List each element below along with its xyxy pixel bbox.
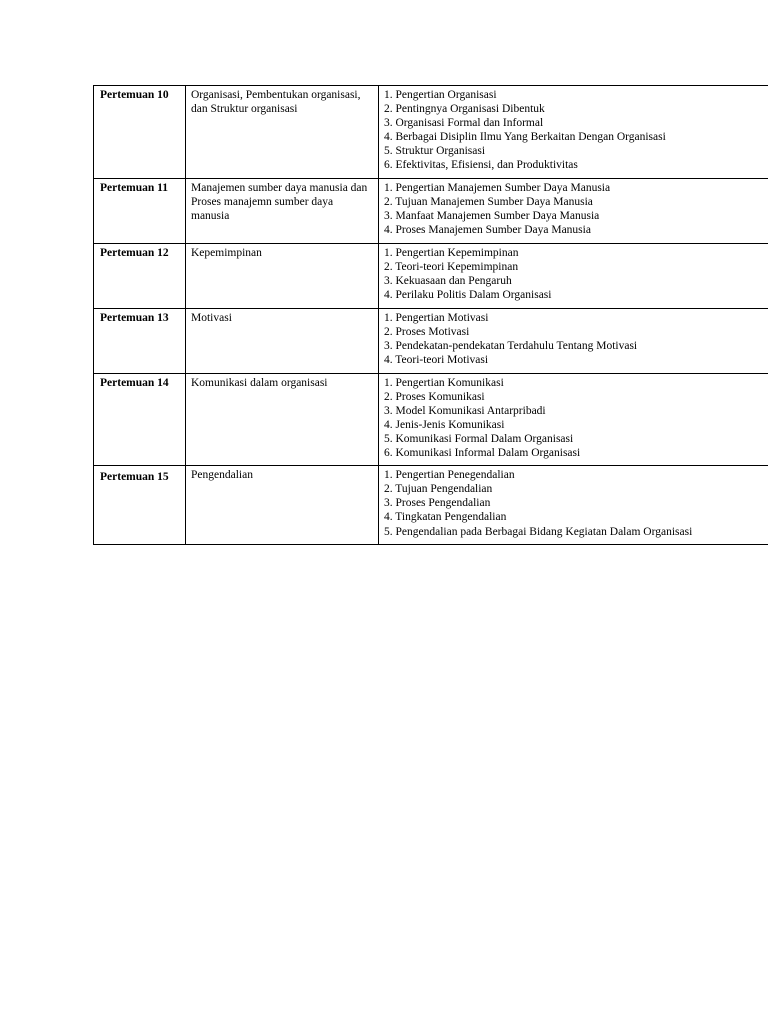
subtopic-item: 1. Pengertian Penegendalian xyxy=(384,469,515,482)
session-cell: Pertemuan 14 xyxy=(94,373,186,466)
table-row xyxy=(94,466,768,544)
subtopic-item: 6. Komunikasi Informal Dalam Organisasi xyxy=(384,447,581,460)
topic-cell: Organisasi, Pembentukan organisasi, dan Struktur organisasi xyxy=(186,86,379,179)
subtopic-item: 4. Tingkatan Pengendalian xyxy=(384,511,507,524)
subtopics-cell xyxy=(379,243,768,308)
subtopic-item: 6. Efektivitas, Efisiensi, dan Produktivitas xyxy=(384,159,578,172)
subtopics-cell xyxy=(379,86,768,179)
subtopic-item: 3. Manfaat Manajemen Sumber Daya Manusia xyxy=(384,209,600,222)
subtopic-item: 4. Jenis-Jenis Komunikasi xyxy=(384,418,505,431)
subtopic-item: 3. Pendekatan-pendekatan Terdahulu Tentang Motivasi xyxy=(384,339,638,352)
syllabus-table-container xyxy=(93,85,768,545)
subtopic-item: 2. Proses Komunikasi xyxy=(384,390,485,403)
subtopics-cell xyxy=(379,308,768,373)
syllabus-table xyxy=(93,85,768,545)
subtopic-item: 4. Berbagai Disiplin Ilmu Yang Berkaitan Dengan Organisasi xyxy=(384,131,666,144)
topic-cell: Manajemen sumber daya manusia dan Proses manajemn sumber daya manusia xyxy=(186,178,379,243)
subtopic-item: 2. Proses Motivasi xyxy=(384,325,470,338)
subtopic-item: 1. Pengertian Organisasi xyxy=(384,89,497,101)
table-row xyxy=(94,373,768,466)
session-cell: Pertemuan 15 xyxy=(94,466,186,544)
subtopic-item: 1. Pengertian Manajemen Sumber Daya Manusia xyxy=(384,181,611,194)
session-cell: Pertemuan 13 xyxy=(94,308,186,373)
subtopic-item: 4. Teori-teori Motivasi xyxy=(384,353,489,366)
subtopic-item: 2. Teori-teori Kepemimpinan xyxy=(384,260,519,273)
subtopic-item: 4. Proses Manajemen Sumber Daya Manusia xyxy=(384,223,591,236)
table-row xyxy=(94,86,768,179)
subtopic-item: 3. Model Komunikasi Antarpribadi xyxy=(384,404,546,417)
subtopic-item: 1. Pengertian Kepemimpinan xyxy=(384,246,519,259)
subtopic-item: 5. Struktur Organisasi xyxy=(384,145,486,158)
subtopics-cell xyxy=(379,178,768,243)
session-cell: Pertemuan 11 xyxy=(94,178,186,243)
topic-cell: Motivasi xyxy=(186,308,379,373)
subtopic-item: 2. Tujuan Pengendalian xyxy=(384,483,493,496)
subtopic-item: 1. Pengertian Komunikasi xyxy=(384,376,504,389)
subtopic-item: 2. Pentingnya Organisasi Dibentuk xyxy=(384,103,545,116)
session-cell: Pertemuan 10 xyxy=(94,86,186,179)
subtopics-cell xyxy=(379,466,768,544)
subtopic-item: 3. Organisasi Formal dan Informal xyxy=(384,117,544,130)
subtopic-item: 5. Pengendalian pada Berbagai Bidang Kegiatan Dalam Organisasi xyxy=(384,525,693,538)
subtopic-item: 1. Pengertian Motivasi xyxy=(384,311,489,324)
topic-cell: Komunikasi dalam organisasi xyxy=(186,373,379,466)
table-row xyxy=(94,243,768,308)
subtopic-item: 4. Perilaku Politis Dalam Organisasi xyxy=(384,288,552,301)
table-row xyxy=(94,308,768,373)
subtopics-cell xyxy=(379,373,768,466)
subtopic-item: 5. Komunikasi Formal Dalam Organisasi xyxy=(384,432,574,445)
subtopic-item: 2. Tujuan Manajemen Sumber Daya Manusia xyxy=(384,195,593,208)
topic-cell: Kepemimpinan xyxy=(186,243,379,308)
subtopic-item: 3. Proses Pengendalian xyxy=(384,497,491,510)
topic-cell: Pengendalian xyxy=(186,466,379,544)
table-row xyxy=(94,178,768,243)
session-cell: Pertemuan 12 xyxy=(94,243,186,308)
subtopic-item: 3. Kekuasaan dan Pengaruh xyxy=(384,274,512,287)
